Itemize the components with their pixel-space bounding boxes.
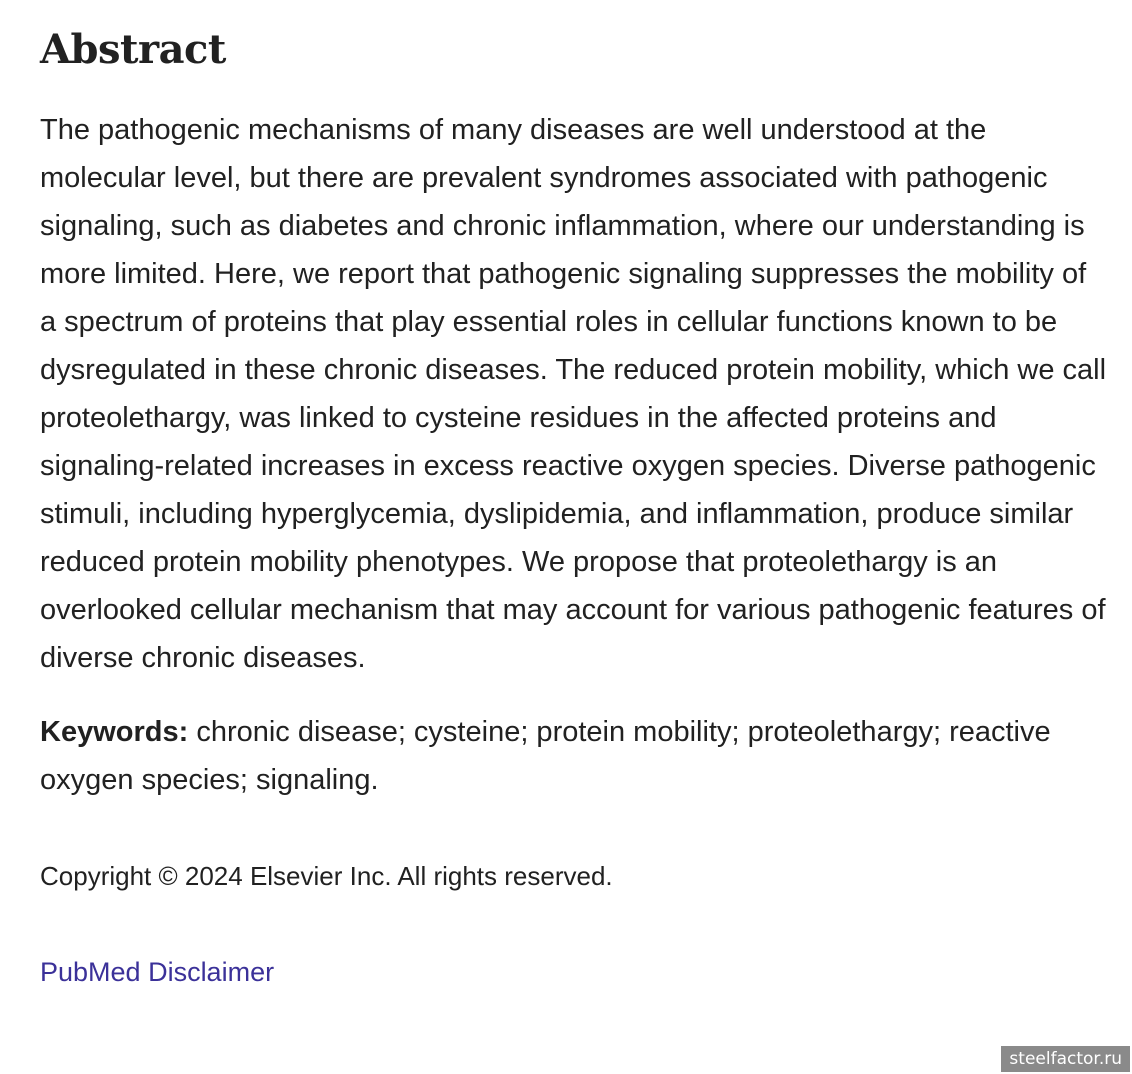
abstract-heading: Abstract [40,26,226,73]
watermark: steelfactor.ru [1001,1046,1130,1072]
abstract-section [40,0,1110,992]
copyright-text: Copyright © 2024 Elsevier Inc. All rights reserved. [40,861,613,891]
pubmed-disclaimer-link[interactable]: PubMed Disclaimer [40,957,275,987]
keywords-value: chronic disease; cysteine; protein mobility; proteolethargy; reactive oxygen species; signaling. [40,716,1051,796]
keywords-label: Keywords: [40,716,189,748]
abstract-text: The pathogenic mechanisms of many diseases are well understood at the molecular level, but there are prevalent syndromes associated with pathogenic signaling, such as diabetes and chronic inflammation, where our understanding is more limited. Here, we report that pathogenic signaling suppresses the mobility of a spectrum of proteins that play essential roles in cellular functions known to be dysregulated in these chronic diseases. The reduced protein mobility, which we call proteolethargy, was linked to cysteine residues in the affected proteins and signaling-related increases in excess reactive oxygen species. Diverse pathogenic stimuli, including hyperglycemia, dyslipidemia, and inflammation, produce similar reduced protein mobility phenotypes. We propose that proteolethargy is an overlooked cellular mechanism that may account for various pathogenic features of diverse chronic diseases. [40,114,1107,674]
keywords [40,708,1110,804]
